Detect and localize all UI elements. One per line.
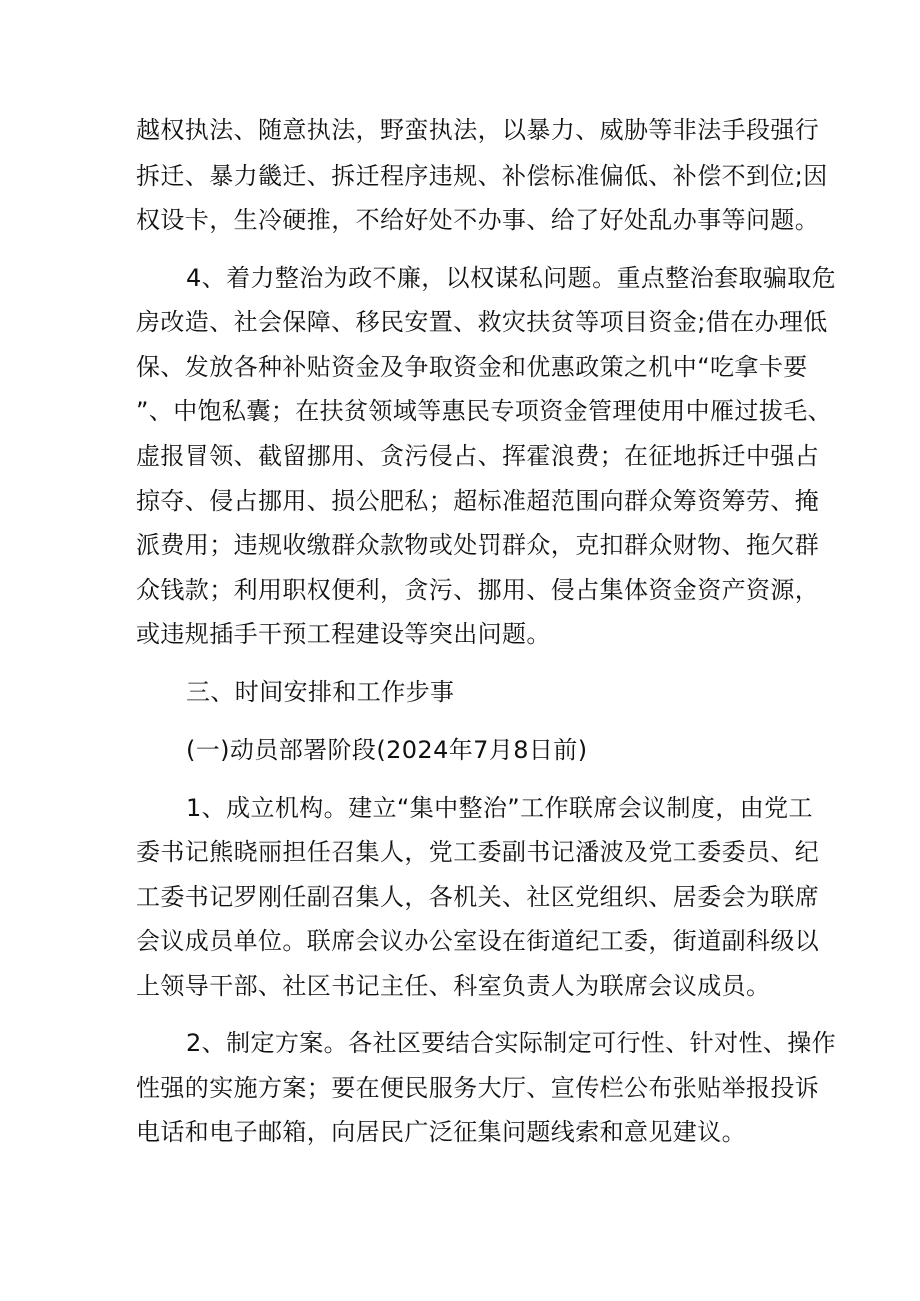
para-1-line-4: 会议成员单位。联席会议办公室设在街道纪工委，街道副科级以 (136, 927, 820, 955)
para-4-line-6: 掠夺、侵占挪用、损公肥私；超标准超范围向群众筹资筹劳、掩 (136, 487, 820, 515)
para-4-line-4: ”、中饱私囊；在扶贫领域等惠民专项资金管理使用中雁过拔毛、 (136, 397, 833, 425)
para-1-line-1: 1、成立机构。建立“集中整治”工作联席会议制度，由党工 (186, 794, 813, 822)
para-2-line-3: 电话和电子邮箱，向居民广泛征集问题线索和意见建议。 (136, 1118, 746, 1146)
para-1-line-3: 工委书记罗刚任副召集人，各机关、社区党组织、居委会为联席 (136, 883, 820, 911)
para-intro-line-2: 拆迁、暴力畿迁、拆迁程序违规、补偿标准偏低、补偿不到位;因 (136, 162, 828, 190)
para-intro-line-3: 权设卡，生冷硬推，不给好处不办事、给了好处乱办事等问题。 (136, 206, 820, 234)
para-4-line-9: 或违规插手干预工程建设等突出问题。 (136, 620, 551, 648)
para-4-line-1: 4、着力整治为政不廉，以权谋私问题。重点整治套取骗取危 (186, 264, 837, 292)
stage-1-heading: (一)动员部署阶段(2024年7月8日前) (186, 736, 588, 764)
para-4-line-8: 众钱款；利用职权便利，贪污、挪用、侵占集体资金资产资源， (136, 576, 820, 604)
section-3-heading: 三、时间安排和工作步事 (186, 678, 455, 706)
para-4-line-7: 派费用；违规收缴群众款物或处罚群众，克扣群众财物、拖欠群 (136, 531, 820, 559)
para-4-line-5: 虚报冒领、截留挪用、贪污侵占、挥霍浪费；在征地拆迁中强占 (136, 442, 820, 470)
para-2-line-2: 性强的实施方案；要在便民服务大厅、宣传栏公布张贴举报投诉 (136, 1074, 820, 1102)
para-intro-line-1: 越权执法、随意执法，野蛮执法，以暴力、威胁等非法手段强行 (136, 116, 820, 144)
para-4-line-3: 保、发放各种补贴资金及争取资金和优惠政策之机中“吃拿卡要 (136, 353, 808, 381)
para-2-line-1: 2、制定方案。各社区要结合实际制定可行性、针对性、操作 (186, 1029, 837, 1057)
para-4-line-2: 房改造、社会保障、移民安置、救灾扶贫等项目资金;借在办理低 (136, 308, 828, 336)
para-1-line-2: 委书记熊晓丽担任召集人，党工委副书记潘波及党工委委员、纪 (136, 838, 820, 866)
para-1-line-5: 上领导干部、社区书记主任、科室负责人为联席会议成员。 (136, 972, 771, 1000)
